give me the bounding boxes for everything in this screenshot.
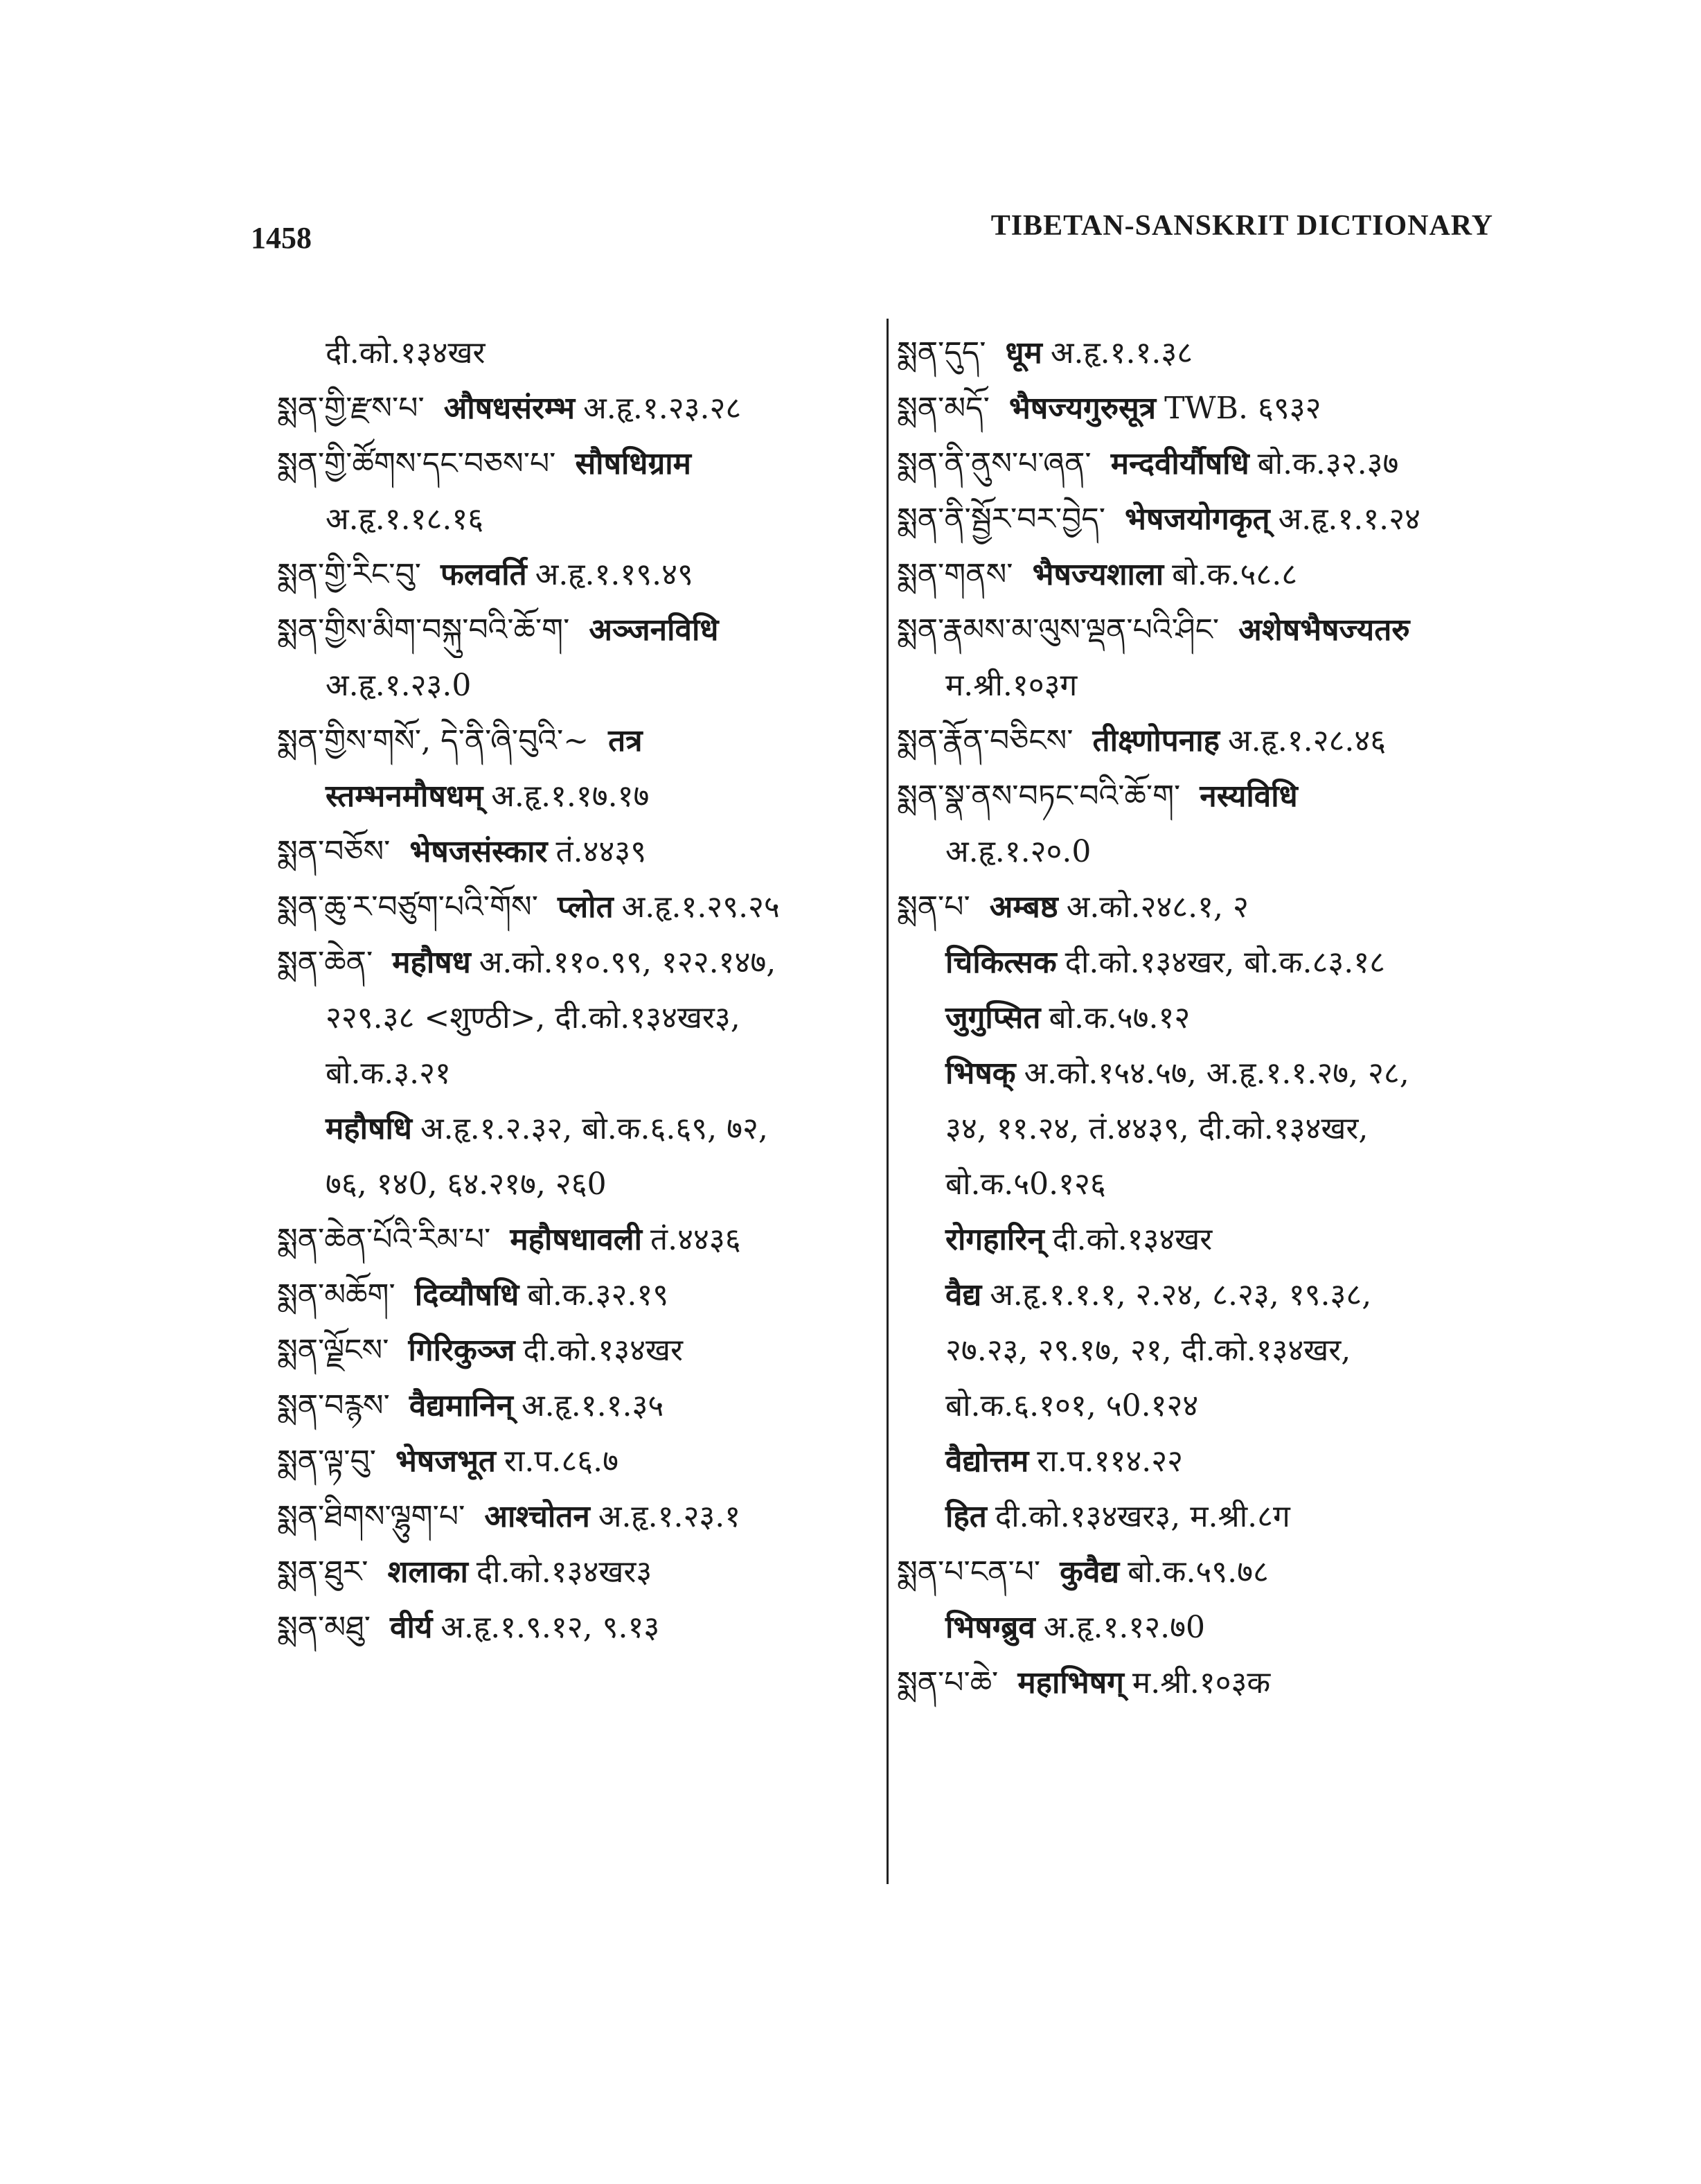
source-reference: म.श्री.१०३ग <box>945 668 1078 703</box>
tibetan-headword: སྨན་གྱི་རྫས་པ་ <box>277 391 425 426</box>
dictionary-entry <box>897 1268 1520 1323</box>
tibetan-headword: སྨན་ཆུ་ར་བཙུག་པའི་གོས་ <box>277 889 538 925</box>
source-reference: ७६, १४0, ६४.२१७, २६0 <box>326 1166 607 1202</box>
source-reference: अ.हृ.१.२९.२५ <box>621 889 780 925</box>
sanskrit-equivalent: भिषग्ब्रुव <box>945 1610 1035 1645</box>
tibetan-headword: སྨན་པ་ <box>897 889 970 925</box>
source-reference: दी.को.१३४खर <box>523 1333 684 1368</box>
sanskrit-equivalent: मन्दवीर्यौषधि <box>1110 446 1249 481</box>
source-reference: रा.प.११४.२२ <box>1037 1444 1184 1479</box>
dictionary-entry <box>897 1600 1520 1655</box>
sanskrit-equivalent: भेषजसंस्कार <box>409 834 548 869</box>
source-reference: बो.क.५७.१२ <box>1049 1000 1191 1036</box>
tibetan-headword: སྨན་མདོ་ <box>897 391 990 426</box>
source-reference: अ.को.११०.९९, १२२.१४७, <box>479 945 776 980</box>
dictionary-entry <box>277 381 900 436</box>
sanskrit-equivalent: अम्बष्ठ <box>989 889 1058 925</box>
dictionary-entry <box>897 1323 1520 1378</box>
dictionary-entry <box>277 1046 900 1101</box>
dictionary-entry <box>897 381 1520 436</box>
column-divider <box>887 319 889 1884</box>
source-reference: तं.४४३६ <box>650 1222 741 1257</box>
source-reference: २२९.३८ <शुण्ठी>, दी.को.१३४खर३, <box>326 1000 740 1036</box>
source-reference: TWB. ६९३२ <box>1164 391 1321 426</box>
sanskrit-equivalent: स्तम्भनमौषधम् <box>326 779 483 814</box>
dictionary-entry <box>277 1378 900 1434</box>
source-reference: बो.क.३२.१९ <box>527 1277 669 1313</box>
dictionary-entry <box>897 1545 1520 1600</box>
tibetan-headword: སྨན་མཐུ་ <box>277 1610 371 1645</box>
dictionary-entry <box>897 1101 1520 1157</box>
tibetan-headword: སྨན་ཆེན་ <box>277 945 373 980</box>
tibetan-headword: སྨན་གནས་ <box>897 557 1013 592</box>
sanskrit-equivalent: भिषक् <box>945 1056 1016 1091</box>
dictionary-entry <box>897 880 1520 935</box>
source-reference: अ.हृ.१.२३.१ <box>598 1499 741 1534</box>
source-reference: दी.को.१३४खर३, म.श्री.८ग <box>995 1499 1290 1534</box>
source-reference: अ.हृ.१.१९.४९ <box>535 557 693 592</box>
left-column <box>277 326 900 1655</box>
source-reference: दी.को.१३४खर <box>326 335 486 371</box>
source-reference: २७.२३, २९.१७, २१, दी.को.१३४खर, <box>945 1333 1351 1368</box>
dictionary-entry <box>897 658 1520 713</box>
source-reference: बो.क.३२.३७ <box>1257 446 1399 481</box>
dictionary-entry <box>897 1157 1520 1212</box>
dictionary-entry <box>277 1323 900 1378</box>
page-number: 1458 <box>251 221 312 255</box>
dictionary-entry <box>277 1545 900 1600</box>
tibetan-headword: སྨན་པ་ཆེ་ <box>897 1665 999 1701</box>
dictionary-entry <box>897 1046 1520 1101</box>
sanskrit-equivalent: सौषधिग्राम <box>575 446 691 481</box>
dictionary-entry <box>277 880 900 935</box>
sanskrit-equivalent: प्लोत <box>558 889 614 925</box>
sanskrit-equivalent: अञ्जनविधि <box>589 612 719 648</box>
sanskrit-equivalent: भैषज्यशाला <box>1032 557 1164 592</box>
sanskrit-equivalent: गिरिकुञ्ज <box>408 1333 515 1368</box>
dictionary-entry <box>897 1212 1520 1268</box>
tibetan-headword: སྨན་རྣམས་མ་ལུས་ལྡན་པའི་ཤིང་ <box>897 612 1220 648</box>
sanskrit-equivalent: धूम <box>1005 335 1042 371</box>
sanskrit-equivalent: चिकित्सक <box>945 945 1057 980</box>
sanskrit-equivalent: वैद्योत्तम <box>945 1444 1029 1479</box>
sanskrit-equivalent: फलवर्ति <box>440 557 527 592</box>
dictionary-entry <box>277 326 900 381</box>
dictionary-entry <box>897 603 1520 658</box>
tibetan-headword: སྨན་ལྗོངས་ <box>277 1333 389 1368</box>
tibetan-headword: སྨན་གྱིས་མིག་བསྐུ་བའི་ཆོ་ག་ <box>277 612 570 648</box>
dictionary-entry <box>277 603 900 658</box>
sanskrit-equivalent: भैषज्यगुरुसूत्र <box>1008 391 1157 426</box>
tibetan-headword: སྨན་བརྙས་ <box>277 1388 390 1423</box>
sanskrit-equivalent: महौषध <box>392 945 471 980</box>
sanskrit-equivalent: औषधसंरम्भ <box>443 391 576 426</box>
tibetan-headword: སྨན་ནི་ནུས་པ་ཞན་ <box>897 446 1092 481</box>
tibetan-headword: སྨན་པ་ངན་པ་ <box>897 1554 1041 1590</box>
source-reference: ३४, ११.२४, तं.४४३९, दी.को.१३४खर, <box>945 1111 1369 1146</box>
source-reference: अ.हृ.१.१.१, २.२४, ८.२३, १९.३८, <box>990 1277 1372 1313</box>
dictionary-entry <box>277 1600 900 1655</box>
sanskrit-equivalent: महौषधावली <box>510 1222 643 1257</box>
sanskrit-equivalent: महाभिषग् <box>1017 1665 1124 1701</box>
dictionary-entry <box>277 1268 900 1323</box>
source-reference: अ.हृ.१.९.१२, ९.१३ <box>440 1610 660 1645</box>
dictionary-entry <box>277 492 900 547</box>
source-reference: अ.हृ.१.१७.१७ <box>491 779 650 814</box>
source-reference: अ.को.१५४.५७, अ.हृ.१.१.२७, २८, <box>1024 1056 1409 1091</box>
dictionary-entry <box>897 824 1520 880</box>
sanskrit-equivalent: महौषधि <box>326 1111 412 1146</box>
dictionary-entry <box>897 1489 1520 1545</box>
sanskrit-equivalent: आश्चोतन <box>484 1499 590 1534</box>
source-reference: अ.हृ.१.१.३५ <box>521 1388 664 1423</box>
dictionary-entry <box>897 935 1520 991</box>
dictionary-entry <box>277 824 900 880</box>
sanskrit-equivalent: रोगहारिन् <box>945 1222 1044 1257</box>
tibetan-headword: སྨན་ནི་སྦྱོར་བར་བྱེད་ <box>897 501 1106 537</box>
sanskrit-equivalent: भेषजभूत <box>395 1444 496 1479</box>
sanskrit-equivalent: नस्यविधि <box>1200 779 1298 814</box>
tibetan-headword: སྨན་དུད་ <box>897 335 986 371</box>
dictionary-entry <box>897 713 1520 769</box>
source-reference: बो.क.५0.१२६ <box>945 1166 1106 1202</box>
dictionary-entry <box>277 713 900 769</box>
dictionary-entry <box>277 1212 900 1268</box>
tibetan-headword: སྨན་བཅོས་ <box>277 834 391 869</box>
sanskrit-equivalent: हित <box>945 1499 987 1534</box>
source-reference: रा.प.८६.७ <box>504 1444 618 1479</box>
source-reference: अ.हृ.१.२०.0 <box>945 834 1092 869</box>
tibetan-headword: སྨན་ཐིགས་ལྷུག་པ་ <box>277 1499 465 1534</box>
dictionary-entry <box>277 991 900 1046</box>
source-reference: अ.को.२४८.१, २ <box>1066 889 1249 925</box>
sanskrit-equivalent: जुगुप्सित <box>945 1000 1041 1036</box>
right-column <box>897 326 1520 1711</box>
source-reference: अ.हृ.१.२८.४६ <box>1227 723 1387 758</box>
source-reference: बो.क.५८.८ <box>1172 557 1298 592</box>
dictionary-entry <box>277 1157 900 1212</box>
source-reference: अ.हृ.१.२३.0 <box>326 668 472 703</box>
source-reference: अ.हृ.१.१.२४ <box>1278 501 1421 537</box>
source-reference: दी.को.१३४खर <box>1052 1222 1213 1257</box>
source-reference: बो.क.६.१०१, ५0.१२४ <box>945 1388 1199 1423</box>
tibetan-headword: སྨན་ཆེན་པོའི་རིམ་པ་ <box>277 1222 491 1257</box>
dictionary-entry <box>897 1378 1520 1434</box>
dictionary-entry <box>897 436 1520 492</box>
dictionary-entry <box>897 492 1520 547</box>
sanskrit-equivalent: शलाका <box>387 1554 468 1590</box>
source-reference: बो.क.५९.७८ <box>1128 1554 1269 1590</box>
source-reference: अ.हृ.१.१८.१६ <box>326 501 484 537</box>
sanskrit-equivalent: अशेषभैषज्यतरु <box>1238 612 1410 648</box>
dictionary-entry <box>277 769 900 824</box>
dictionary-entry <box>277 1434 900 1489</box>
sanskrit-equivalent: वैद्य <box>945 1277 982 1313</box>
sanskrit-equivalent: तत्र <box>608 723 643 758</box>
tibetan-headword: སྨན་ཐུར་ <box>277 1554 368 1590</box>
dictionary-entry <box>277 1489 900 1545</box>
tibetan-headword: སྨན་སྣ་ནས་བཏང་བའི་ཆོ་ག་ <box>897 779 1181 814</box>
sanskrit-equivalent: वीर्य <box>390 1610 433 1645</box>
tibetan-headword: སྨན་མཆོག་ <box>277 1277 395 1313</box>
source-reference: म.श्री.१०३क <box>1132 1665 1271 1701</box>
dictionary-entry <box>897 547 1520 603</box>
source-reference: अ.हृ.१.१२.७0 <box>1043 1610 1205 1645</box>
sanskrit-equivalent: तीक्ष्णोपनाह <box>1092 723 1220 758</box>
source-reference: दी.को.१३४खर, बो.क.८३.१८ <box>1065 945 1385 980</box>
source-reference: बो.क.३.२१ <box>326 1056 451 1091</box>
sanskrit-equivalent: भेषजयोगकृत् <box>1125 501 1270 537</box>
tibetan-headword: སྨན་གྱི་རིང་བུ་ <box>277 557 421 592</box>
dictionary-entry <box>277 547 900 603</box>
sanskrit-equivalent: दिव्यौषधि <box>414 1277 519 1313</box>
source-reference: दी.को.१३४खर३ <box>476 1554 652 1590</box>
dictionary-entry <box>897 769 1520 824</box>
tibetan-headword: སྨན་གྱི་ཚོགས་དང་བཅས་པ་ <box>277 446 556 481</box>
tibetan-headword: སྨན་རྣོན་བཅིངས་ <box>897 723 1074 758</box>
dictionary-entry <box>897 1434 1520 1489</box>
source-reference: तं.४४३९ <box>555 834 647 869</box>
dictionary-entry <box>277 935 900 991</box>
tibetan-headword: སྨན་གྱིས་གསོ་, དེ་ནི་ཞི་བུའི་~ <box>277 723 589 758</box>
dictionary-entry <box>277 436 900 492</box>
dictionary-entry <box>277 1101 900 1157</box>
sanskrit-equivalent: कुवैद्य <box>1060 1554 1120 1590</box>
dictionary-entry <box>277 658 900 713</box>
dictionary-entry <box>897 991 1520 1046</box>
source-reference: अ.हृ.१.२.३२, बो.क.६.६९, ७२, <box>420 1111 768 1146</box>
source-reference: अ.हृ.१.१.३८ <box>1050 335 1193 371</box>
source-reference: अ.हृ.१.२३.२८ <box>583 391 742 426</box>
running-title: TIBETAN-SANSKRIT DICTIONARY <box>990 210 1493 242</box>
dictionary-entry <box>897 1655 1520 1711</box>
tibetan-headword: སྨན་ལྟ་བུ་ <box>277 1444 376 1479</box>
sanskrit-equivalent: वैद्यमानिन् <box>409 1388 513 1423</box>
dictionary-entry <box>897 326 1520 381</box>
